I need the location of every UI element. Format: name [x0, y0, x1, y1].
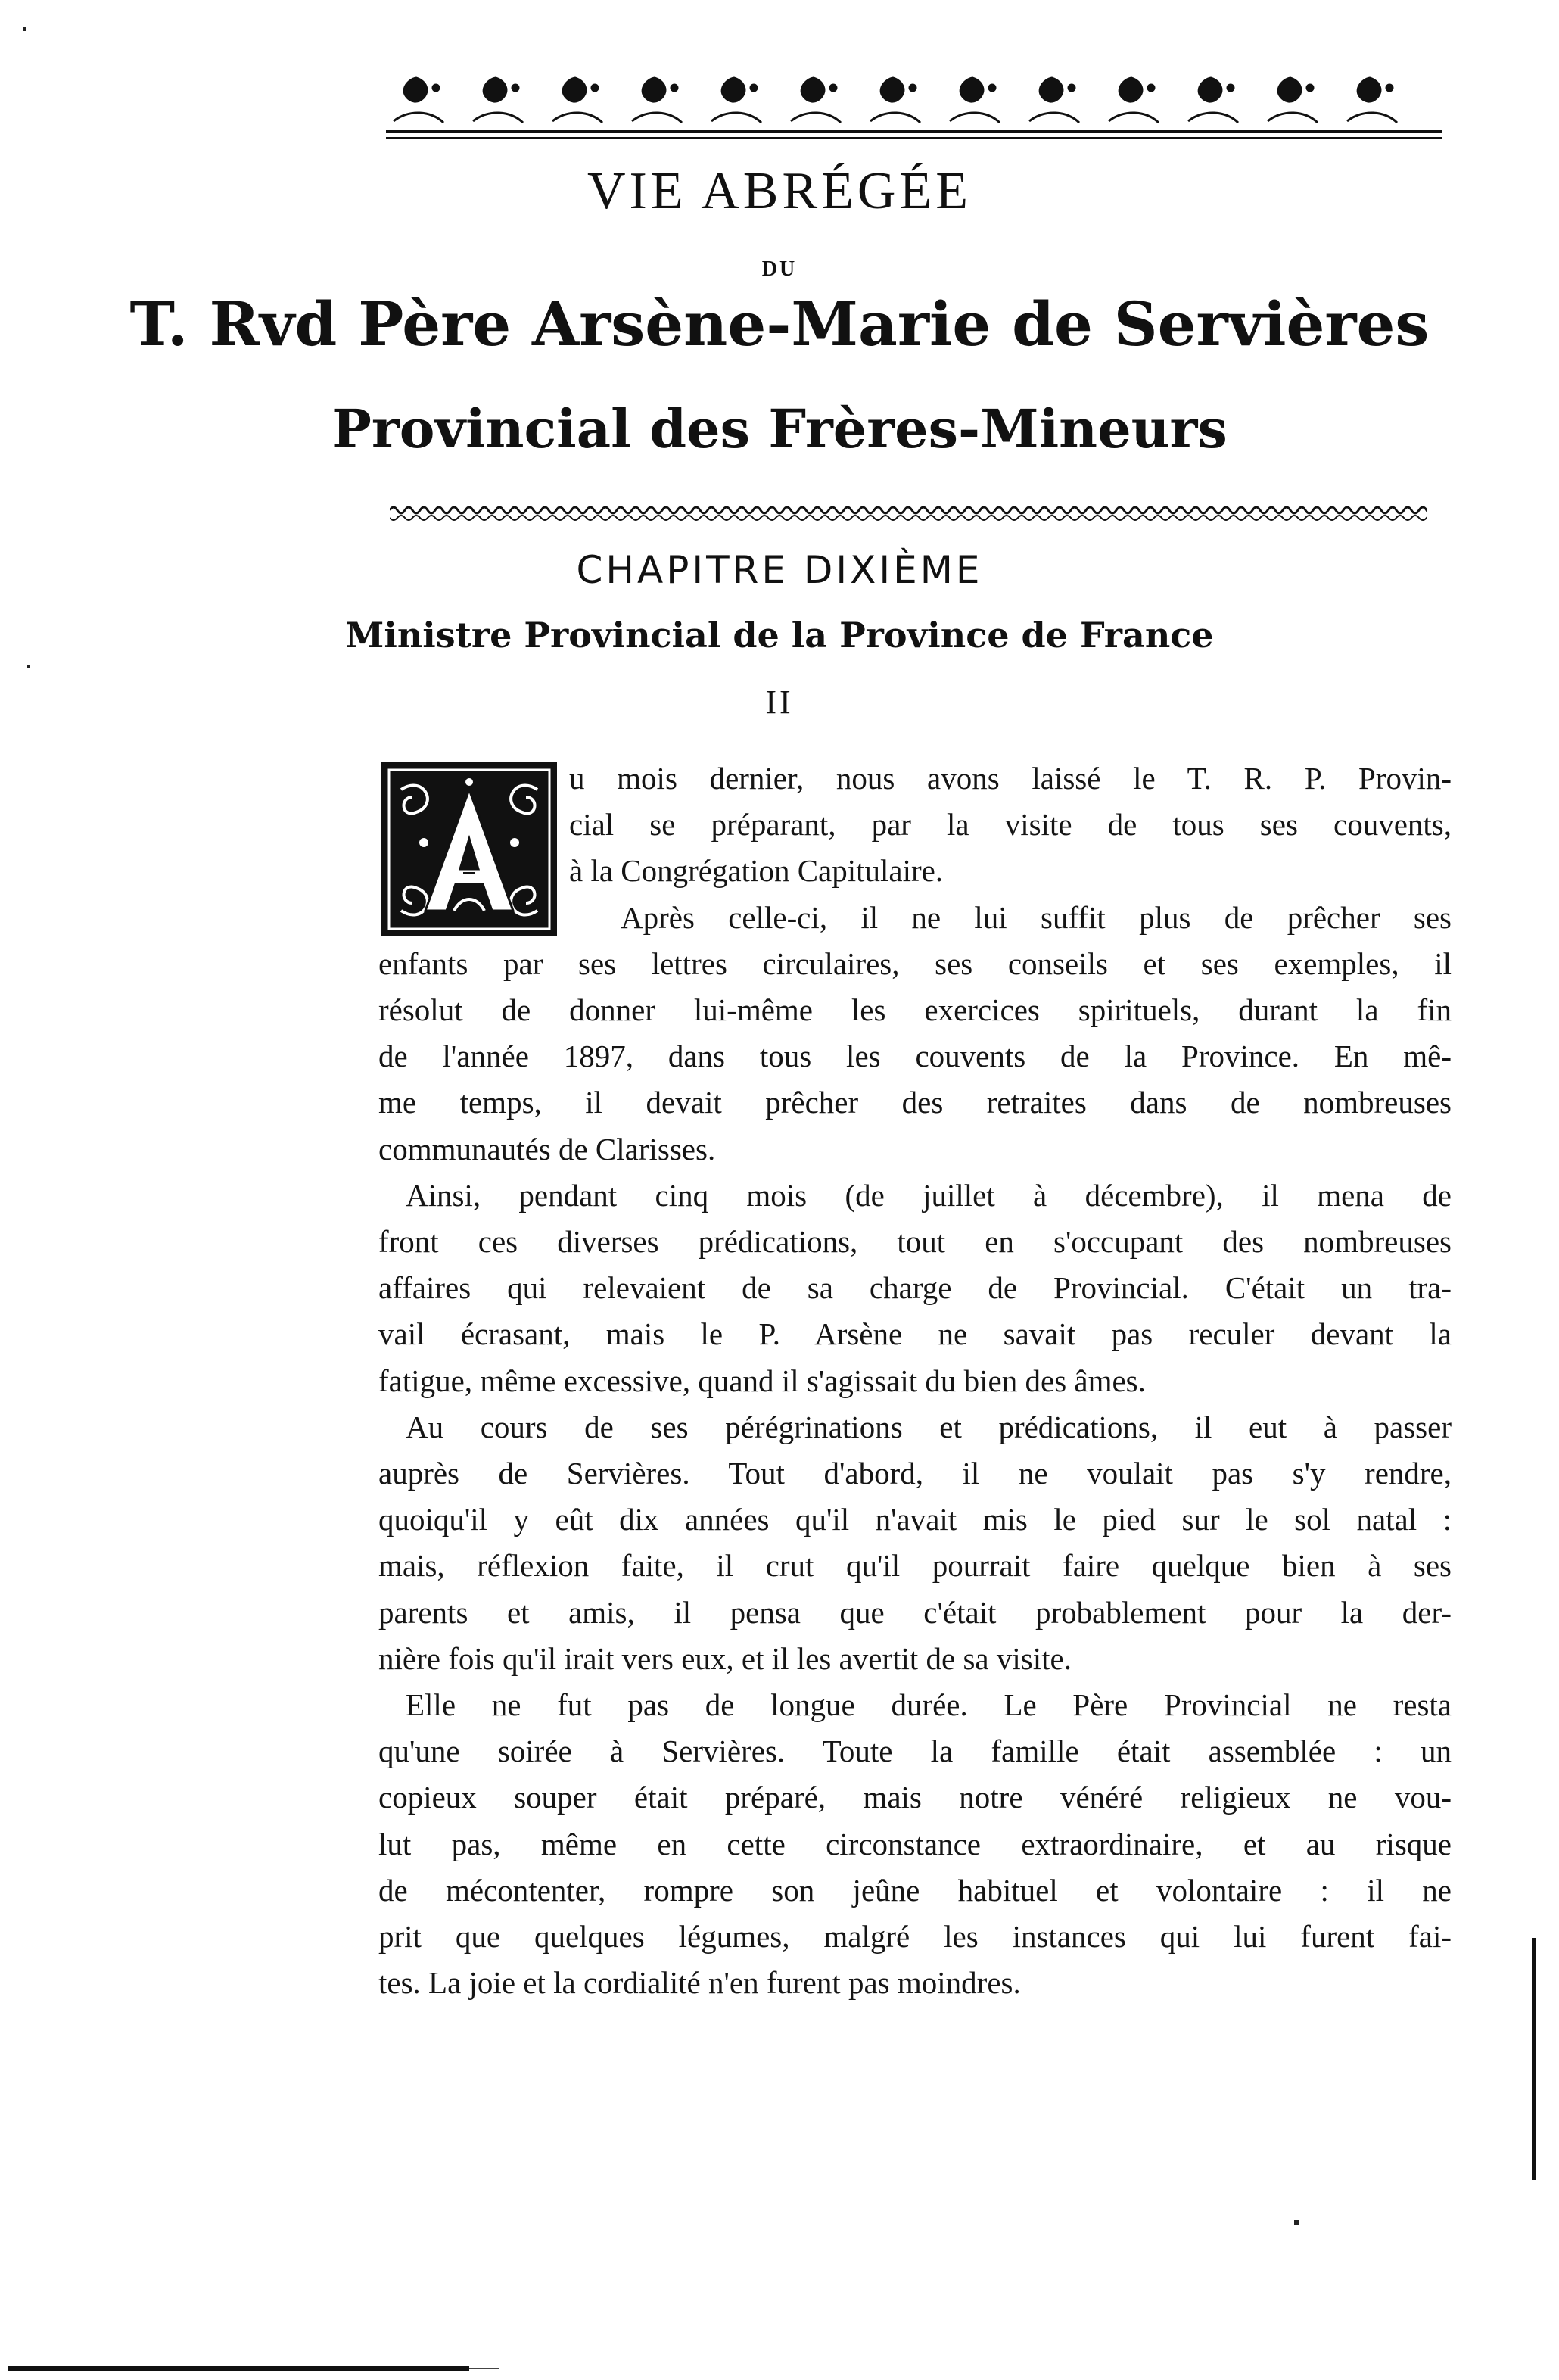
text-line: auprès de Servières. Tout d'abord, il ne voulait pas s'y rendre,: [378, 1456, 1452, 1491]
text-line: Ainsi, pendant cinq mois (de juillet à décembre), il mena de: [406, 1177, 1452, 1213]
grape-icon: [671, 84, 678, 92]
grape-icon: [512, 84, 519, 92]
grape-icon: [909, 84, 916, 92]
vine-leaf-icon: [960, 77, 984, 102]
vine-tendril-icon: [1188, 113, 1238, 123]
grape-icon: [1068, 84, 1075, 92]
text-line: prit que quelques légumes, malgré les instances qui lui furent fai-: [378, 1919, 1452, 1954]
grape-icon: [1386, 84, 1393, 92]
text-line: lut pas, même en cette circonstance extraordinaire, et au risque: [378, 1826, 1452, 1861]
grape-icon: [591, 84, 599, 92]
scan-speck: [27, 665, 30, 668]
text-line: de l'année 1897, dans tous les couvents de la Province. En mê-: [378, 1039, 1452, 1074]
text-line: fatigue, même excessive, quand il s'agissait du bien des âmes.: [378, 1363, 1146, 1398]
vine-leaf-icon: [403, 77, 428, 102]
text-line: Elle ne fut pas de longue durée. Le Père Provincial ne resta: [406, 1687, 1452, 1722]
vine-tendril-icon: [791, 113, 841, 123]
text-line: communautés de Clarisses.: [378, 1131, 716, 1167]
vine-leaf-icon: [1119, 77, 1143, 102]
vine-tendril-icon: [870, 113, 920, 123]
grape-icon: [829, 84, 837, 92]
text-line: u mois dernier, nous avons laissé le T. R. P. Provin-: [569, 761, 1452, 796]
scan-bottom-edge: [8, 2366, 469, 2371]
text-line: front ces diverses prédications, tout en s'occupant des nombreuses: [378, 1224, 1452, 1259]
grape-icon: [432, 84, 440, 92]
scan-speck: [1294, 2220, 1299, 2225]
vine-leaf-icon: [483, 77, 507, 102]
wavy-divider: [390, 500, 1427, 530]
grape-icon: [988, 84, 996, 92]
text-line: nière fois qu'il irait vers eux, et il les avertit de sa visite.: [378, 1640, 1072, 1676]
text-line: quoiqu'il y eût dix années qu'il n'avait mis le pied sur le sol natal :: [378, 1502, 1452, 1537]
text-line: Après celle-ci, il ne lui suffit plus de prêcher ses: [621, 899, 1452, 935]
scan-edge-mark: [1532, 1938, 1536, 2180]
text-line: enfants par ses lettres circulaires, ses conseils et ses exemples, il: [378, 945, 1452, 981]
vine-leaf-icon: [1357, 77, 1381, 102]
text-line: parents et amis, il pensa que c'était probablement pour la der-: [378, 1594, 1452, 1630]
vine-tendril-icon: [632, 113, 682, 123]
vine-tendril-icon: [394, 113, 443, 123]
subject-role: Provincial des Frères-Mineurs: [331, 397, 1228, 460]
vine-leaf-icon: [721, 77, 745, 102]
vine-tendril-icon: [1029, 113, 1079, 123]
chapter-subtitle: Ministre Provincial de la Province de France: [345, 615, 1214, 656]
title-connector: DU: [761, 257, 798, 281]
section-number: II: [765, 684, 794, 721]
grape-icon: [1227, 84, 1234, 92]
vine-tendril-icon: [1109, 113, 1159, 123]
vine-tendril-icon: [950, 113, 1000, 123]
vine-tendril-icon: [1268, 113, 1318, 123]
scan-speck: [23, 27, 26, 31]
grape-icon: [750, 84, 758, 92]
grape-icon: [1147, 84, 1155, 92]
vine-leaf-icon: [1198, 77, 1222, 102]
vine-leaf-icon: [1277, 77, 1302, 102]
text-line: tes. La joie et la cordialité n'en furent pas moindres.: [378, 1965, 1021, 2001]
text-line: résolut de donner lui-même les exercices spirituels, durant la fin: [378, 992, 1452, 1027]
text-line: de mécontenter, rompre son jeûne habituel et volontaire : il ne: [378, 1872, 1452, 1908]
vine-leaf-icon: [880, 77, 904, 102]
vine-leaf-icon: [562, 77, 587, 102]
grape-icon: [1306, 84, 1314, 92]
text-line: me temps, il devait prêcher des retraites dans de nombreuses: [378, 1085, 1452, 1120]
book-title: VIE ABRÉGÉE: [587, 162, 972, 220]
subject-name: T. Rvd Père Arsène-Marie de Servières: [129, 288, 1430, 360]
text-line: cial se préparant, par la visite de tous ses couvents,: [569, 807, 1452, 843]
ornamental-dropcap-frame: [378, 759, 560, 939]
vine-leaf-icon: [1039, 77, 1063, 102]
vine-tendril-icon: [473, 113, 523, 123]
scan-bottom-edge-tail: [469, 2368, 499, 2369]
vine-leaf-icon: [801, 77, 825, 102]
chapter-title: CHAPITRE DIXIÈME: [576, 548, 983, 592]
vine-ornament-header: [386, 62, 1442, 153]
vine-tendril-icon: [1347, 113, 1397, 123]
text-line: à la Congrégation Capitulaire.: [569, 853, 944, 889]
text-line: Au cours de ses pérégrinations et prédications, il eut à passer: [406, 1409, 1452, 1444]
text-line: qu'une soirée à Servières. Toute la famille était assemblée : un: [378, 1734, 1452, 1769]
vine-tendril-icon: [711, 113, 761, 123]
text-line: vail écrasant, mais le P. Arsène ne savait pas reculer devant la: [378, 1316, 1452, 1352]
text-line: copieux souper était préparé, mais notre vénéré religieux ne vou-: [378, 1780, 1452, 1815]
vine-leaf-icon: [642, 77, 666, 102]
text-line: affaires qui relevaient de sa charge de Provincial. C'était un tra-: [378, 1270, 1452, 1306]
text-line: mais, réflexion faite, il crut qu'il pourrait faire quelque bien à ses: [378, 1548, 1452, 1584]
vine-tendril-icon: [552, 113, 602, 123]
